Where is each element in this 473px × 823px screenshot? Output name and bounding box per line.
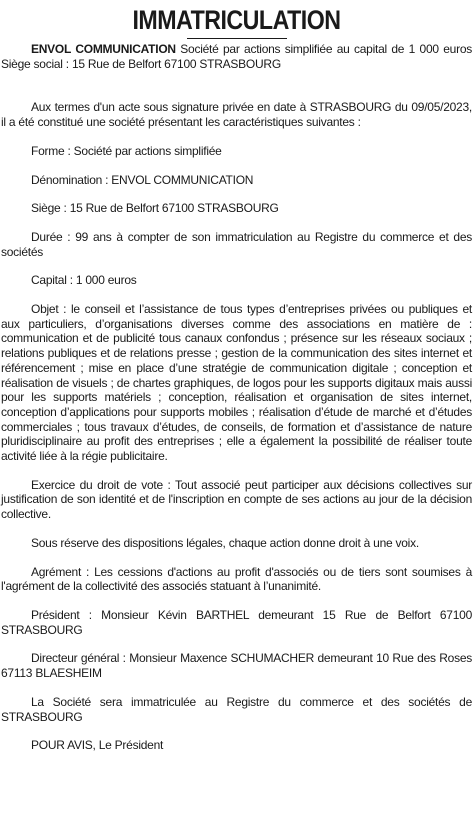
title-underline	[187, 38, 287, 39]
paragraph-president: Président : Monsieur Kévin BARTHEL demeurant 15 Rue de Belfort 67100 STRASBOURG	[1, 607, 472, 637]
spacer	[1, 551, 472, 565]
paragraph-siege: Siège : 15 Rue de Belfort 67100 STRASBOURG	[31, 201, 279, 216]
company-name: ENVOL COMMUNICATION	[31, 42, 176, 56]
paragraph-reserve: Sous réserve des dispositions légales, chaque action donne droit à une voix.	[31, 535, 419, 550]
paragraph-duree: Durée : 99 ans à compter de son immatriculation au Registre du commerce et des sociétés	[1, 229, 472, 259]
spacer	[1, 187, 472, 201]
spacer	[1, 216, 472, 230]
spacer	[1, 288, 472, 302]
company-summary: Société par actions simplifiée au capital de 1 000 euros Siège social : 15 Rue de Belfort 67100 STRASBOURG	[1, 42, 472, 71]
spacer	[1, 594, 472, 608]
legal-notice	[0, 4, 473, 823]
spacer	[1, 637, 472, 651]
paragraph-intro: Aux termes d'un acte sous signature privée en date à STRASBOURG du 09/05/2023, il a été constitué une société présentant les caractéristiques suivantes :	[1, 100, 472, 130]
spacer	[1, 71, 472, 100]
notice-title: IMMATRICULATION	[132, 5, 341, 35]
spacer	[1, 522, 472, 536]
paragraph-forme: Forme : Société par actions simplifiée	[31, 143, 222, 158]
paragraph-capital: Capital : 1 000 euros	[31, 273, 137, 288]
paragraph-denomination: Dénomination : ENVOL COMMUNICATION	[31, 172, 254, 187]
paragraph-signature: POUR AVIS, Le Président	[31, 738, 164, 753]
notice-body	[1, 42, 472, 753]
paragraph-agrement: Agrément : Les cessions d'actions au profit d'associés ou de tiers sont soumises à l'agrément de la collectivité des associés statuant à l’unanimité.	[1, 564, 472, 594]
paragraph-immatriculee: La Société sera immatriculée au Registre du commerce et des sociétés de STRASBOURG	[1, 694, 472, 724]
paragraph-vote: Exercice du droit de vote : Tout associé peut participer aux décisions collectives sur justification de son identité et de l'inscription en compte de ses actions au jour de la décision collective.	[1, 477, 472, 522]
company-header	[1, 42, 472, 71]
spacer	[1, 464, 472, 478]
paragraph-directeur: Directeur général : Monsieur Maxence SCHUMACHER demeurant 10 Rue des Roses 67113 BLAESHEIM	[1, 651, 472, 681]
spacer	[1, 724, 472, 738]
spacer	[1, 681, 472, 695]
spacer	[1, 130, 472, 144]
paragraph-objet: Objet : le conseil et l’assistance de tous types d’entreprises privées ou publiques et aux particuliers, d’organisations diverses comme des associations en matière de : communication et de publicité tous canaux confondus ; présence sur les réseaux sociaux ; relations publiques et de relations presse ; gestion de la communication des sites internet et référencement ; mise en place d’une stratégie de communication digitale ; conception et réalisation de visuels ; de chartes graphiques, de logos pour les supports digitaux mais aussi pour les supports matériels ; conception, réalisation et organisation de sites internet, conception d’applications pour supports mobiles ; réalisation d’étude de marché et d’études commerciales ; tous travaux d’études, de conseils, de formation et d’assistance de nature pluridisciplinaire au profit des entreprises ; elle a également la possibilité de réaliser toute activité liée à la régie publicitaire.	[1, 302, 472, 464]
spacer	[1, 259, 472, 273]
spacer	[1, 159, 472, 173]
